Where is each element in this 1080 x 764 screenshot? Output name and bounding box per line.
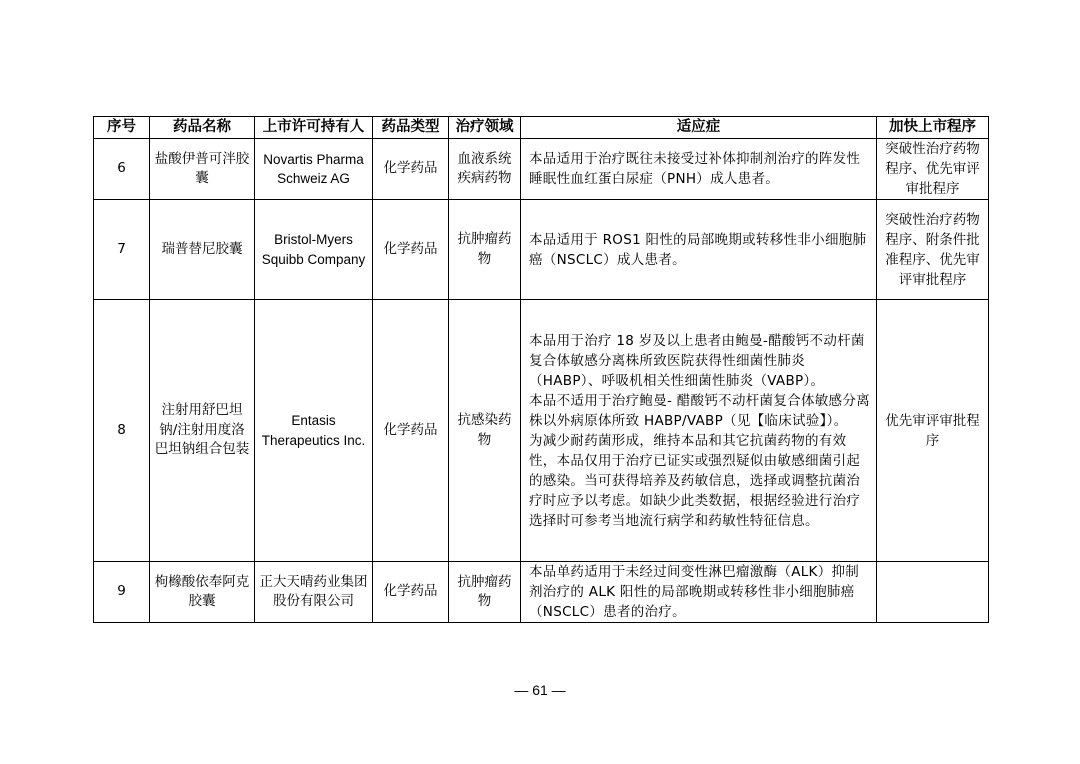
cell-drug-name: 枸橼酸依奉阿克胶囊 — [150, 562, 255, 623]
indication-paragraph: 本品不适用于治疗鲍曼- 醋酸钙不动杆菌复合体敏感分离株以外病原体所致 HABP/VABP（见【临床试验】）。 — [529, 392, 870, 429]
header-drug-type: 药品类型 — [373, 117, 449, 139]
cell-drug-name: 注射用舒巴坦钠/注射用度洛巴坦钠组合包装 — [150, 300, 255, 562]
cell-drug-type: 化学药品 — [373, 200, 449, 300]
cell-seq: 7 — [94, 200, 150, 300]
cell-holder: Bristol-Myers Squibb Company — [255, 200, 373, 300]
table-row — [94, 300, 989, 562]
cell-seq: 9 — [94, 562, 150, 623]
cell-therapeutic-area: 抗肿瘤药物 — [449, 200, 521, 300]
cell-therapeutic-area: 抗肿瘤药物 — [449, 562, 521, 623]
header-accelerated-program: 加快上市程序 — [877, 117, 989, 139]
cell-indication — [521, 200, 877, 300]
cell-drug-type: 化学药品 — [373, 139, 449, 200]
cell-accelerated-program: 突破性治疗药物程序、附条件批准程序、优先审评审批程序 — [877, 200, 989, 300]
cell-holder: Entasis Therapeutics Inc. — [255, 300, 373, 562]
page-number: — 61 — — [514, 682, 566, 698]
cell-accelerated-program: 优先审评审批程序 — [877, 300, 989, 562]
cell-drug-type: 化学药品 — [373, 300, 449, 562]
cell-accelerated-program — [877, 562, 989, 623]
cell-indication — [521, 139, 877, 200]
cell-indication — [521, 562, 877, 623]
header-indication: 适应症 — [521, 117, 877, 139]
cell-seq: 6 — [94, 139, 150, 200]
cell-therapeutic-area: 血液系统疾病药物 — [449, 139, 521, 200]
table-row — [94, 200, 989, 300]
indication-paragraph: 为减少耐药菌形成，维持本品和其它抗菌药物的有效性，本品仅用于治疗已证实或强烈疑似由敏感细菌引起的感染。当可获得培养及药敏信息，选择或调整抗菌治疗时应予以考虑。如缺少此类数据，根据经验进行治疗选择时可参考当地流行病学和药敏性特征信息。 — [529, 432, 861, 529]
cell-drug-name: 盐酸伊普可泮胶囊 — [150, 139, 255, 200]
table-row — [94, 139, 989, 200]
cell-holder: Novartis Pharma Schweiz AG — [255, 139, 373, 200]
cell-therapeutic-area: 抗感染药物 — [449, 300, 521, 562]
cell-holder: 正大天晴药业集团股份有限公司 — [255, 562, 373, 623]
indication-paragraph: 本品单药适用于未经过间变性淋巴瘤激酶（ALK）抑制剂治疗的 ALK 阳性的局部晚期或转移性非小细胞肺癌（NSCLC）患者的治疗。 — [529, 564, 860, 620]
drug-approval-table — [93, 116, 989, 623]
cell-drug-type: 化学药品 — [373, 562, 449, 623]
header-therapeutic-area: 治疗领域 — [449, 117, 521, 139]
header-drug-name: 药品名称 — [150, 117, 255, 139]
indication-paragraph: 本品用于治疗 18 岁及以上患者由鲍曼-醋酸钙不动杆菌复合体敏感分离株所致医院获得性细菌性肺炎（HABP）、呼吸机相关性细菌性肺炎（VABP）。 — [529, 332, 865, 389]
header-holder: 上市许可持有人 — [255, 117, 373, 139]
header-seq: 序号 — [94, 117, 150, 139]
cell-accelerated-program: 突破性治疗药物程序、优先审评审批程序 — [877, 139, 989, 200]
cell-seq: 8 — [94, 300, 150, 562]
cell-indication — [521, 300, 877, 562]
indication-paragraph: 本品适用于治疗既往未接受过补体抑制剂治疗的阵发性睡眠性血红蛋白尿症（PNH）成人患者。 — [529, 151, 861, 187]
table-row — [94, 562, 989, 623]
cell-drug-name: 瑞普替尼胶囊 — [150, 200, 255, 300]
table-header-row — [94, 117, 989, 139]
indication-paragraph: 本品适用于 ROS1 阳性的局部晚期或转移性非小细胞肺癌（NSCLC）成人患者。 — [529, 231, 867, 268]
